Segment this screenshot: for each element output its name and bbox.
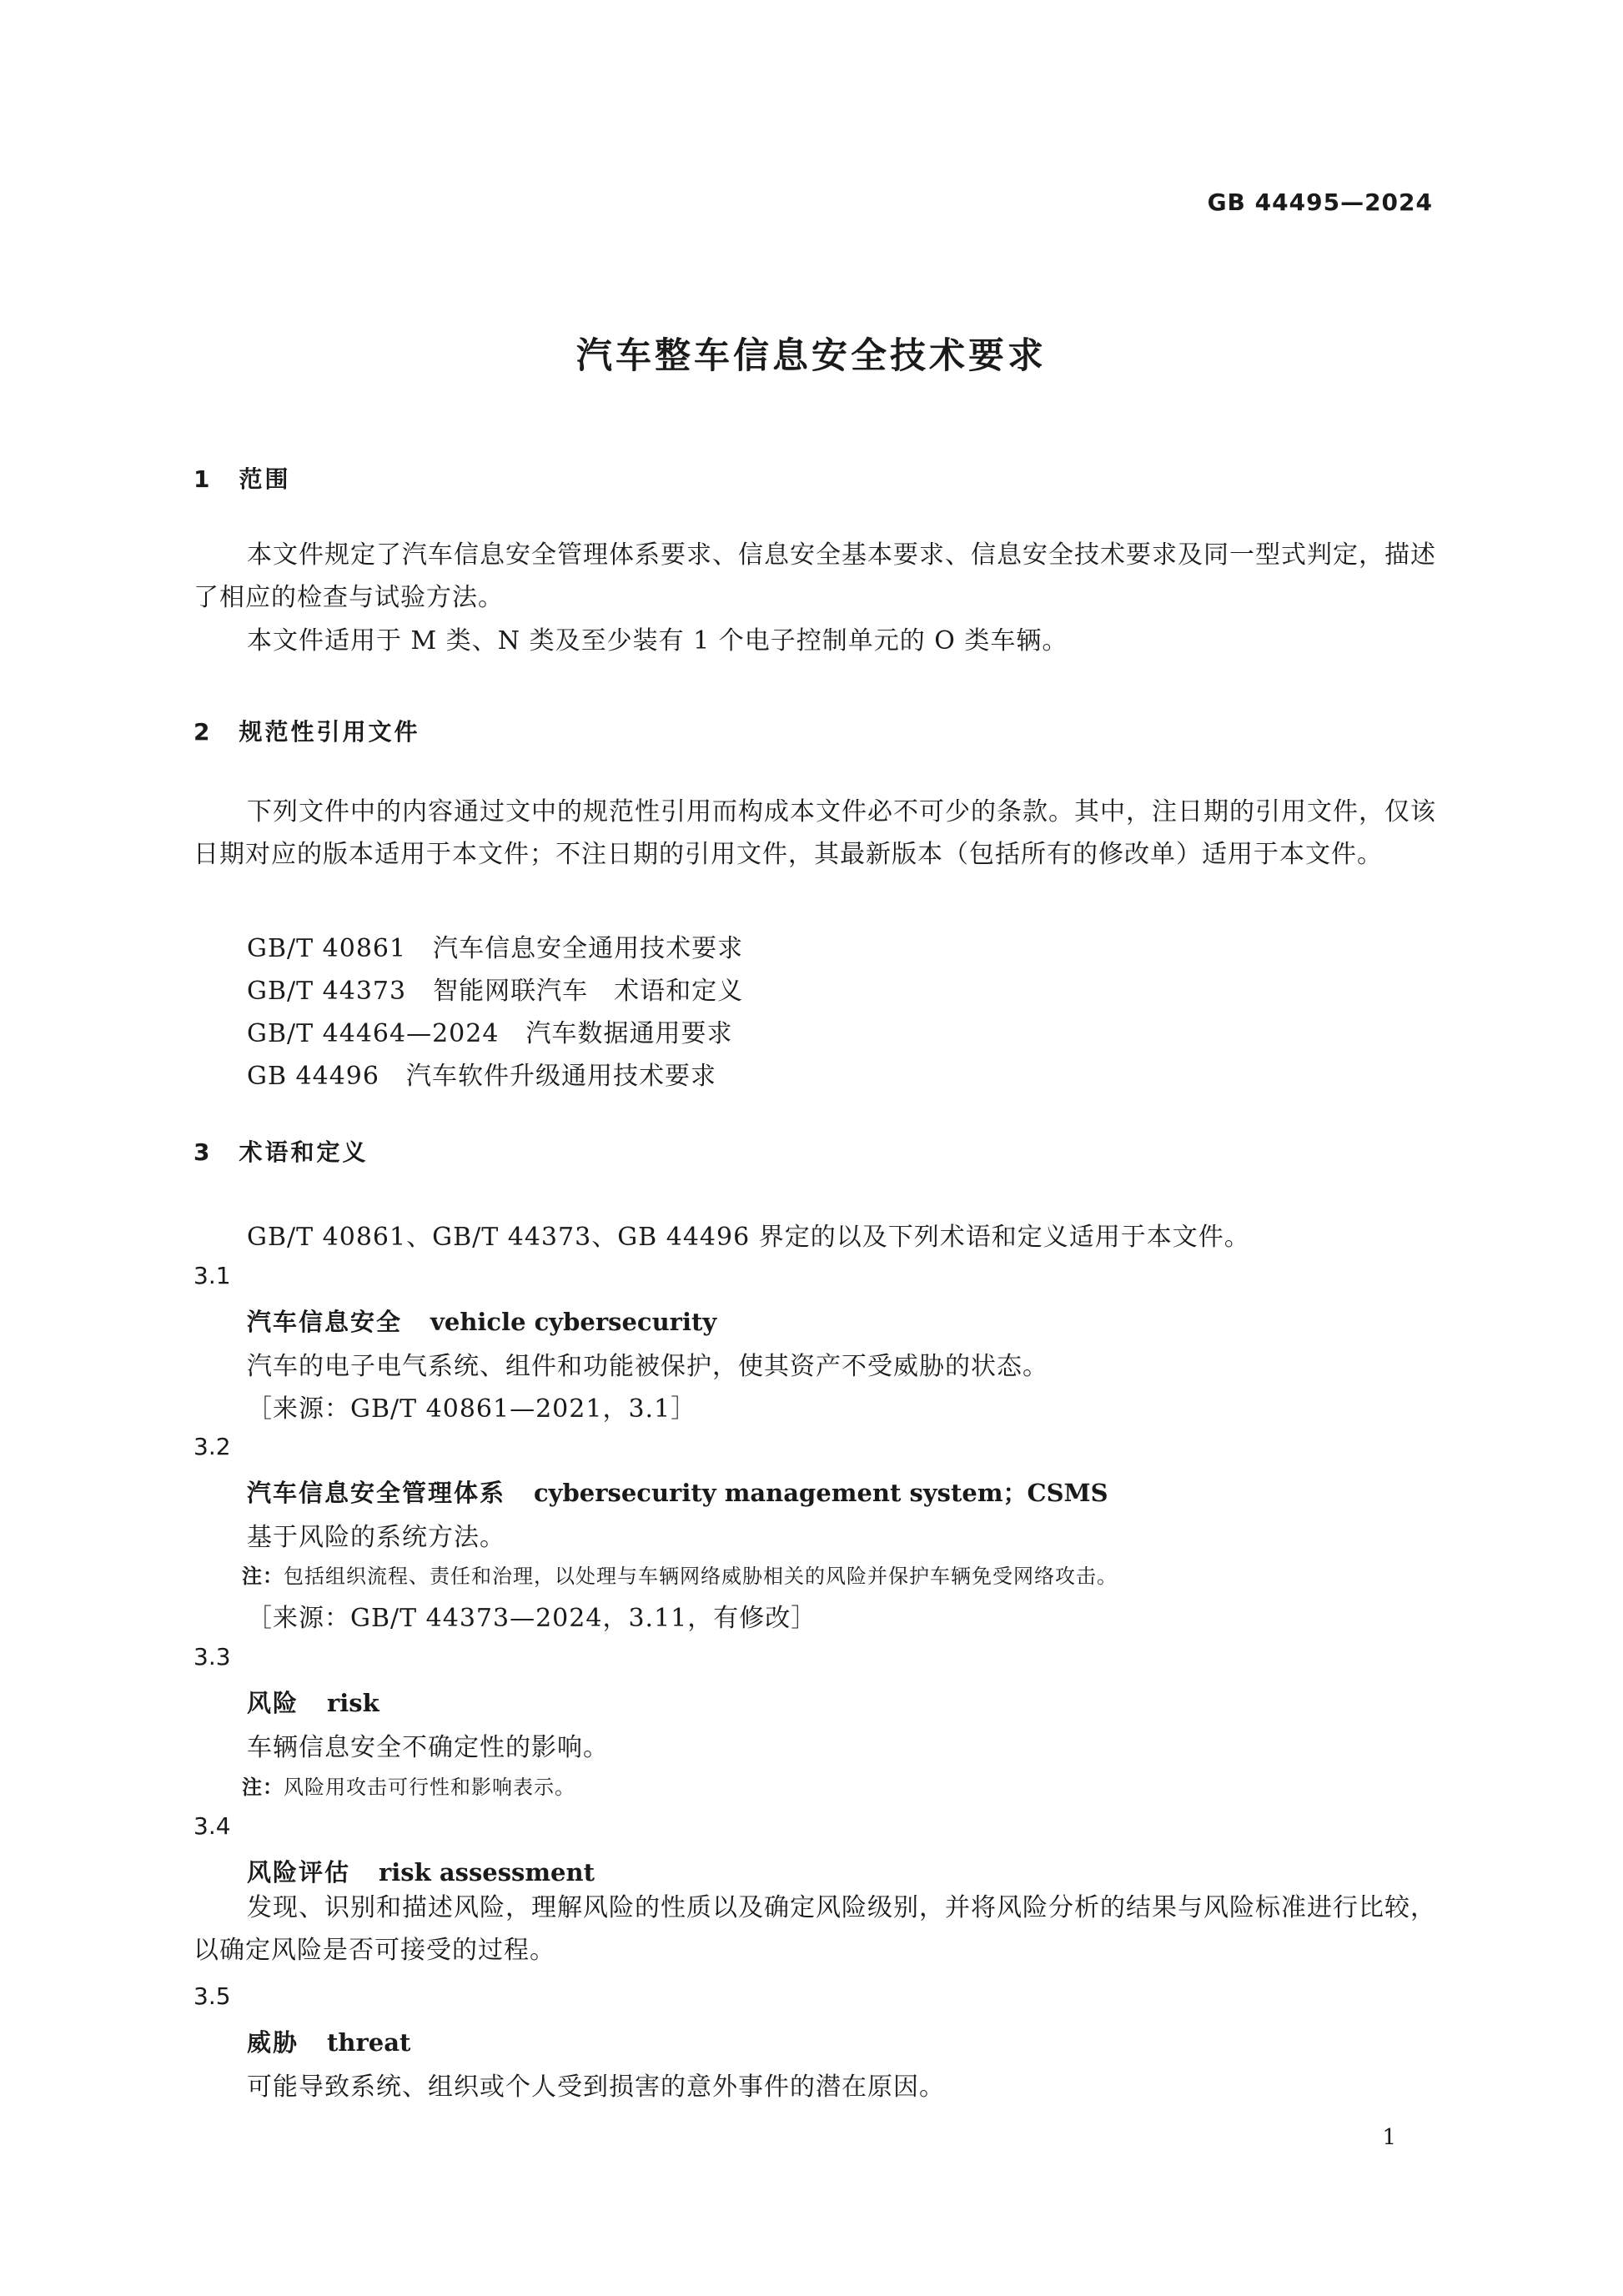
term-en: risk assessment [379, 1858, 595, 1887]
term-en: vehicle cybersecurity [430, 1308, 717, 1336]
term-zh: 汽车信息安全管理体系 [247, 1479, 506, 1507]
term-definition: 车辆信息安全不确定性的影响。 [247, 1733, 609, 1762]
section-number: 1 [193, 465, 213, 493]
term-definition: 发现、识别和描述风险，理解风险的性质以及确定风险级别，并将风险分析的结果与风险标准进行比较，以确定风险是否可接受的过程。 [193, 1893, 1436, 1965]
note-label: 注： [242, 1565, 284, 1588]
note-text: 风险用攻击可行性和影响表示。 [284, 1776, 575, 1799]
term-source: ［来源：GB/T 44373—2024，3.11，有修改］ [247, 1604, 817, 1633]
term-number: 3.2 [193, 1433, 231, 1460]
term-number: 3.1 [193, 1262, 231, 1289]
note-text: 包括组织流程、责任和治理，以处理与车辆网络威胁相关的风险并保护车辆免受网络攻击。 [284, 1565, 1118, 1588]
section-1-paragraph-2: 本文件适用于 M 类、N 类及至少装有 1 个电子控制单元的 O 类车辆。 [247, 626, 1068, 656]
section-number: 2 [193, 718, 213, 746]
section-3-intro: GB/T 40861、GB/T 44373、GB 44496 界定的以及下列术语和定义适用于本文件。 [247, 1223, 1250, 1252]
reference-item [247, 1012, 732, 1049]
section-title: 术语和定义 [239, 1138, 369, 1166]
reference-code: GB/T 44464—2024 [247, 1019, 500, 1048]
term-en: risk [327, 1689, 379, 1717]
term-name [247, 1304, 716, 1338]
term-zh: 风险评估 [247, 1858, 351, 1887]
term-zh: 威胁 [247, 2028, 299, 2057]
reference-title: 智能网联汽车 术语和定义 [433, 977, 744, 1006]
term-name [247, 2024, 410, 2058]
standard-code: GB 44495—2024 [1207, 188, 1433, 216]
note-label: 注： [242, 1776, 284, 1799]
term-zh: 风险 [247, 1689, 299, 1717]
reference-code: GB 44496 [247, 1062, 379, 1091]
page-number: 1 [1382, 2125, 1396, 2150]
document-title: 汽车整车信息安全技术要求 [576, 335, 1047, 377]
reference-title: 汽车信息安全通用技术要求 [433, 934, 744, 963]
term-name [247, 1475, 1108, 1509]
term-definition: 基于风险的系统方法。 [247, 1523, 505, 1552]
section-title: 范围 [239, 465, 291, 493]
term-number: 3.4 [193, 1812, 231, 1840]
reference-code: GB/T 40861 [247, 934, 407, 963]
reference-code: GB/T 44373 [247, 977, 407, 1006]
section-2-heading [193, 714, 420, 747]
term-name [247, 1854, 595, 1888]
term-en: cybersecurity management system；CSMS [534, 1479, 1108, 1507]
term-en: threat [327, 2028, 411, 2057]
term-note [242, 1771, 575, 1800]
section-1-heading [193, 461, 291, 495]
term-zh: 汽车信息安全 [247, 1308, 403, 1336]
term-number: 3.5 [193, 1982, 231, 2010]
reference-title: 汽车软件升级通用技术要求 [405, 1062, 716, 1091]
section-number: 3 [193, 1138, 213, 1166]
term-name [247, 1685, 379, 1719]
section-1-paragraph-1: 本文件规定了汽车信息安全管理体系要求、信息安全基本要求、信息安全技术要求及同一型式判定，描述了相应的检查与试验方法。 [193, 540, 1436, 612]
reference-item [247, 927, 743, 964]
term-note [242, 1560, 1118, 1589]
term-source: ［来源：GB/T 40861—2021，3.1］ [247, 1394, 697, 1424]
term-definition: 汽车的电子电气系统、组件和功能被保护，使其资产不受威胁的状态。 [247, 1352, 1048, 1381]
section-title: 规范性引用文件 [239, 718, 420, 746]
reference-title: 汽车数据通用要求 [525, 1019, 733, 1048]
section-3-heading [193, 1134, 369, 1168]
reference-item [247, 970, 743, 1007]
reference-item [247, 1055, 716, 1092]
term-definition: 可能导致系统、组织或个人受到损害的意外事件的潜在原因。 [247, 2072, 945, 2102]
term-number: 3.3 [193, 1643, 231, 1671]
section-2-intro: 下列文件中的内容通过文中的规范性引用而构成本文件必不可少的条款。其中，注日期的引用文件，仅该日期对应的版本适用于本文件；不注日期的引用文件，其最新版本（包括所有的修改单）适用于本文件。 [193, 797, 1436, 869]
